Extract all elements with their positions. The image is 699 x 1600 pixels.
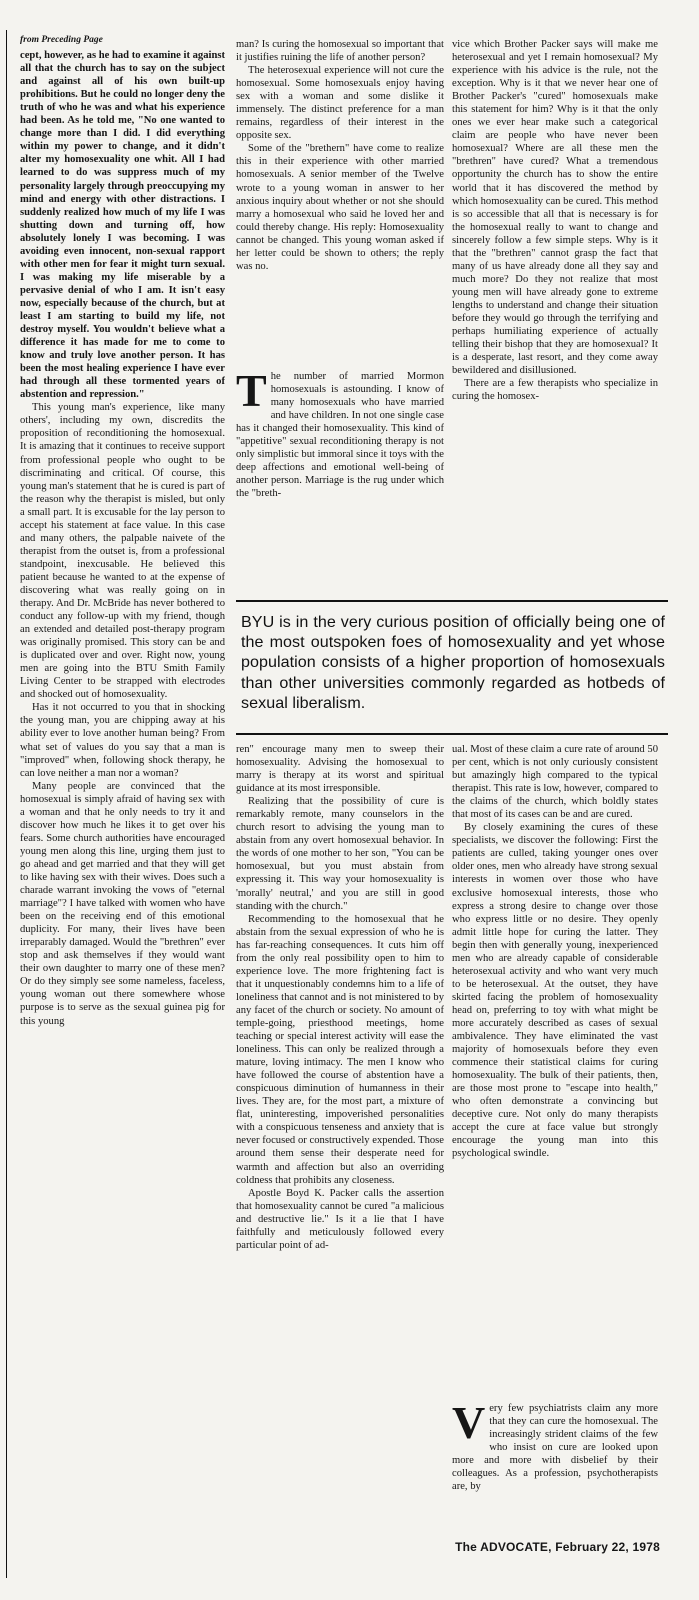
dropcap-paragraph: The number of married Mormon homosexuals is astounding. I know of many homosexuals who have married and have children. In not one single case has it changed their homosexuality. This kind of "appetitive" sexual reconditioning therapy is not only simplistic but immoral since it toys with the deep affections and emotional well-being of another person. Marriage is the rug under which the "breth- — [236, 370, 444, 500]
col1-paragraph: cept, however, as he had to examine it against all that the church has to say on the subject and against all of his own built-up prohibitions. But he could no longer deny the truth of who he was and what his experience had been. As he told me, "No one wanted to change more than I did. I did everything within my power to change, and it didn't alter my homosexuality one whit. All I had learned to do was suppress much of my personality largely through preoccupying my mind and energy with other distractions. I suddenly realized how much of my life I was shutting down and turning off, how absolutely lonely I was becoming. I was avoiding even innocent, non-sexual rapport with other men for fear it might turn sexual. I was making my life miserable by a pervasive denial of who I am. It isn't easy now, especially because of the church, but at least I am starting to build my life, not destroy myself. You wouldn't believe what a difference it has made for me to come to know and truly love another person. It has been the most healing experience I have ever had through all these tormented years of abstention and repression." — [20, 50, 225, 401]
col2-paragraph: ren" encourage many men to sweep their homosexuality. Advising the homosexual to marry is therapy at its worst and spiritual guidance at its most irresponsible. — [236, 744, 444, 795]
col3-paragraph: vice which Brother Packer says will make me heterosexual and yet I remain homosexual? My experience with his advice is the rule, not the exception. Why is it that we never hear one of Brother Packer's "cured" homosexuals make this statement for him? Why is it that the only ones we ever hear make such a categorical claim are people who have never been homosexual? Where are all these men the "brethren" have cured? What a tremendous opportunity the church has to show the entire world that it has discovered the method by which homosexuality can be cured. This method is so accessible that all that is necessary is for the homosexual really to want to change and sincerely follow a few simple steps. Why is it that the "brethren" cannot grasp the fact that many of us have already done all they say and much more? Do they not realize that most young men will have already gone to extreme lengths to understand and change their situation before they would go through the terrifying and perhaps humiliating experience of actually telling their bishop that they are homosexual? It is a desperate, last resort, and they come away bewildered and disillusioned. — [452, 39, 658, 377]
publication-footer: The ADVOCATE, February 22, 1978 — [455, 1540, 660, 1554]
col2-paragraph: Recommending to the homosexual that he abstain from the sexual expression of who he is has far-reaching consequences. It cuts him off from the only real possibility open to him to experience love. The more frightening fact is that it unquestionably condemns him to a life of loneliness that cannot and is not ministered to by any facet of the church or society. No amount of temple-going, priesthood meetings, home teaching or special interest activity will ease the loneliness. This can only be realized through a mature, loving intimacy. The men I know who have followed the course of abstention have a conspicuous diminution of humanness in their lives. They are, for the most part, a mixture of flat, uninteresting, impoverished personalities with a conspicuous tenseness and anxiety that is never focused or constructively expended. Those around them sense their desperate need for warmth and affection but also an overriding coldness that prohibits any closeness. — [236, 913, 444, 1186]
pull-quote-top-rule — [236, 600, 668, 602]
dropcap-letter: T — [236, 370, 267, 416]
col1-paragraph: Many people are convinced that the homosexual is simply afraid of having sex with a woman and that he only needs to try it and discover how much he likes it to get over his fears. Some church authorities have encouraged young men along this line, urging them just to go ahead and get married and that they will get to like having sex with their wives. Does such a charade warrant invoking the vows of "eternal marriage"? I have talked with women who have been on the receiving end of this emotional duplicity. For many, their lives have been irreparably damaged. Would the "brethren" ever stop and ask themselves if they would want their own daughter to marry one of these men? Or do they simply see some nameless, faceless, young woman out there somewhere whose purpose is to serve as the sexual guinea pig for this young — [20, 780, 225, 1027]
col2-paragraph: Apostle Boyd K. Packer calls the assertion that homosexuality cannot be cured "a malicious and destructive lie." Is it a lie that I have faithfully and meticulously followed every particular point of ad- — [236, 1187, 444, 1251]
col2-paragraph: The heterosexual experience will not cure the homosexual. Some homosexuals enjoy having sex with a woman and some dislike it immensely. The distinct preference for a man remains, regardless of their interest in the opposite sex. — [236, 65, 444, 142]
col3-paragraph: ual. Most of these claim a cure rate of around 50 per cent, which is not only curiously consistent but amazingly high compared to the typical therapist. This rate is low, however, compared to the claims of the church, which boldly states that most of its cases can be and are cured. — [452, 744, 658, 821]
column-3-dropcap-block — [452, 1402, 658, 1530]
col3-paragraph: There are a few therapists who specialize in curing the homosex- — [452, 378, 658, 403]
column-2-top — [236, 38, 444, 360]
left-edge-rule — [6, 30, 7, 1578]
continued-label: from Preceding Page — [20, 35, 103, 45]
column-3-top — [452, 38, 658, 594]
col2-paragraph: Some of the "brethern" have come to realize this in their experience with other married homosexuals. A senior member of the Twelve wrote to a young woman in answer to her anxious inquiry about whether or not she should marry a homosexual who said he loved her and could thereby change. His reply: Homosexuality cannot be changed. This young woman asked if her letter could be shown to others; the reply was no. — [236, 143, 444, 272]
pull-quote: BYU is in the very curious position of officially being one of the most outspoken foes of homosexuality and yet whose population consists of a higher proportion of homosexuals than other universities commonly regarded as hotbeds of sexual liberalism. — [241, 613, 665, 712]
col1-paragraph: Has it not occurred to you that in shocking the young man, you are chipping away at his ability ever to love another human being? From what set of values do you say that a man is "improved" when, following shock therapy, he can love neither a man nor a woman? — [20, 702, 225, 779]
dropcap-letter: V — [452, 1402, 486, 1448]
column-1 — [20, 34, 225, 1522]
col3-paragraph: By closely examining the cures of these specialists, we discover the following: First the patients are culled, taking younger ones over older ones, men who already have strong sexual interests in women over those who have exclusive homosexual interests, those who express a strong desire to change over those who express little or no desire. They openly admit little hope for curing the latter. They begin then with generally young, inexperienced men who are already capable of considerable heterosexual activity and who want very much to be heterosexual. At the outset, they have skirted facing the problem of homosexuality head on, preferring to toy with what might be more accurately described as cases of sexual ambivalence. They have eliminated the vast majority of homosexuals before they even commence their statistical claims for curing homosexuality. The bulk of their patients, then, are those most prone to "escape into health," who often demonstrate a convincing but deceptive cure. Not only do many therapists accept the cure at face value but strongly encourage the young man into this psychological swindle. — [452, 822, 658, 1160]
column-3-bottom — [452, 743, 658, 1397]
col1-paragraph: This young man's experience, like many others', including my own, discredits the proposition of reconditioning the homosexual. It is amazing that it continues to receive support from professional people who ought to be discriminating and critical. Of course, this young man's statement that he is cured is part of the reason why the therapist is misled, but only a small part. It is excusable for the lay person to accept his statement at face value. In this case and many others, the palpable naivete of the therapist from the outset is, from a professional standpoint, inexcusable. He believed this patient because he wanted to at the expense of discovering what was really going on in therapy. And Dr. McBride has never bothered to conduct any follow-up with my friend, though an extended and detailed post-therapy program was originally promised. This story can be and is duplicated over and over. Right now, young men are going into the BTU Smith Family Living Center to be strapped with electrodes and shocked out of homosexuality. — [20, 402, 225, 701]
dropcap-paragraph: Very few psychiatrists claim any more that they can cure the homosexual. The increasingly strident claims of the few who insist on cure are looked upon more and more with disbelief by their colleagues. As a profession, psychotherapists are, by — [452, 1402, 658, 1493]
col2-paragraph: man? Is curing the homosexual so important that it justifies ruining the life of another person? — [236, 39, 444, 64]
col2-paragraph: Realizing that the possibility of cure is remarkably remote, many counselors in the church resort to advising the young man to abstain from any overt homosexual behavior. In the words of one mother to her son, "You can be homosexual, but you must abstain from expressing it. This way your homosexuality is 'morally' neutral,' and you are still in good standing with the church." — [236, 796, 444, 912]
column-2-dropcap-block — [236, 370, 444, 594]
pull-quote-bottom-rule — [236, 733, 668, 735]
column-2-bottom — [236, 743, 444, 1525]
